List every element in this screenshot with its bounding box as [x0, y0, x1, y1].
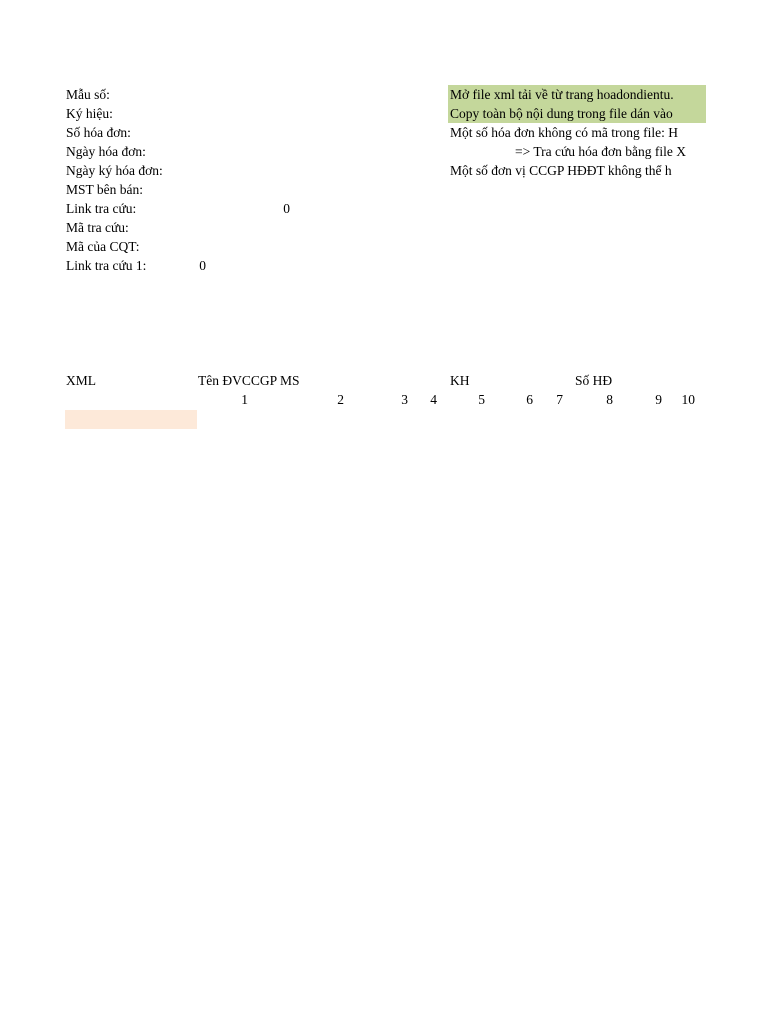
label-link-tra-cuu: Link tra cứu:	[66, 201, 137, 216]
column-number: 1	[241, 392, 248, 407]
column-number: 6	[526, 392, 533, 407]
label-ngay-ky-hoa-don: Ngày ký hóa đơn:	[66, 163, 163, 178]
header-kh: KH	[450, 373, 470, 388]
label-mau-so: Mẫu số:	[66, 87, 110, 102]
value-link-tra-cuu-1: 0	[199, 258, 206, 273]
label-ngay-hoa-don: Ngày hóa đơn:	[66, 144, 146, 159]
column-number: 5	[478, 392, 485, 407]
label-ma-cua-cqt: Mã của CQT:	[66, 239, 140, 254]
label-ky-hieu: Ký hiệu:	[66, 106, 113, 121]
header-xml: XML	[66, 373, 96, 388]
column-number: 10	[681, 392, 695, 407]
column-number: 3	[401, 392, 408, 407]
note-lookup-by-file: => Tra cứu hóa đơn bằng file X	[515, 144, 687, 159]
note-copy-content: Copy toàn bộ nội dung trong file dán vào	[448, 104, 706, 123]
column-number: 4	[430, 392, 437, 407]
label-mst-ben-ban: MST bên bán:	[66, 182, 143, 197]
note-open-xml: Mở file xml tải về từ trang hoadondientu.	[448, 85, 706, 104]
column-number: 2	[337, 392, 344, 407]
note-ccgp-units: Một số đơn vị CCGP HĐĐT không thể h	[450, 163, 672, 178]
label-link-tra-cuu-1: Link tra cứu 1:	[66, 258, 147, 273]
column-number: 7	[556, 392, 563, 407]
column-number: 8	[606, 392, 613, 407]
header-ten-dv-ms: Tên ĐVCCGP MS	[198, 373, 300, 388]
xml-input-cell[interactable]	[65, 410, 197, 429]
note-missing-code: Một số hóa đơn không có mã trong file: H	[450, 125, 678, 140]
value-link-tra-cuu: 0	[283, 201, 290, 216]
label-ma-tra-cuu: Mã tra cứu:	[66, 220, 129, 235]
label-so-hoa-don: Số hóa đơn:	[66, 125, 131, 140]
column-number: 9	[655, 392, 662, 407]
header-so-hd: Số HĐ	[575, 373, 613, 388]
